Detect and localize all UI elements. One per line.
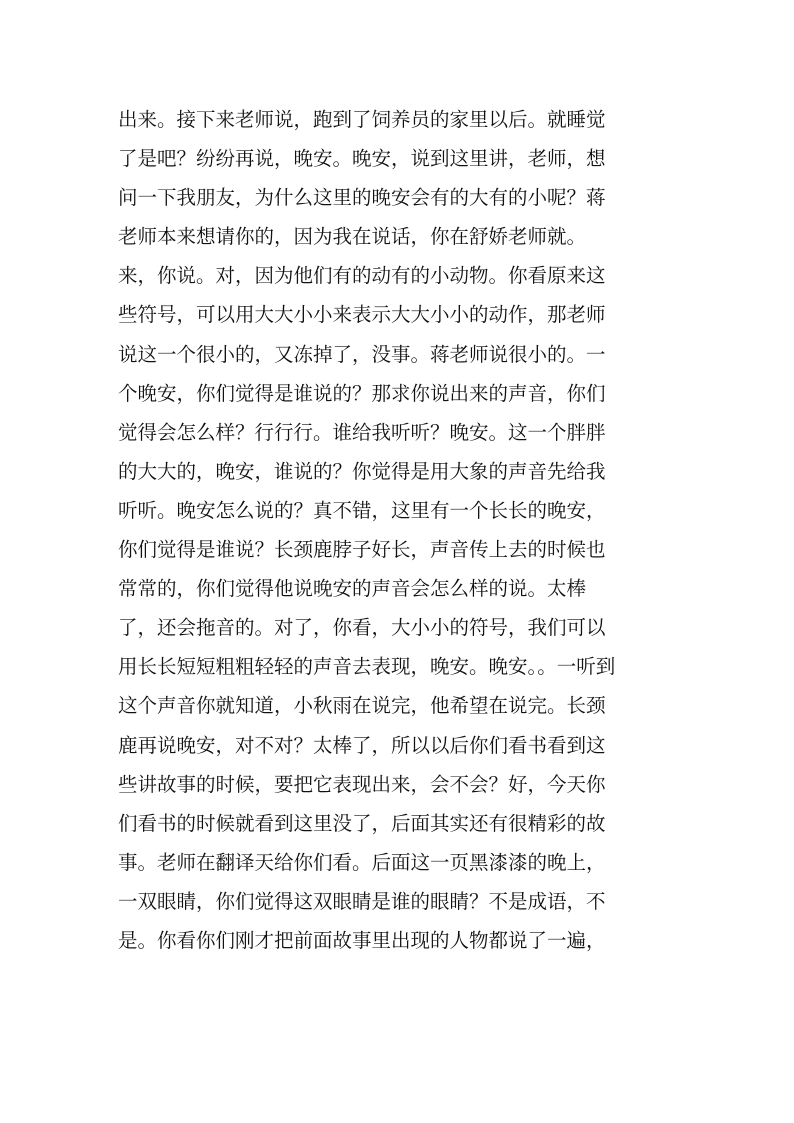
text-line: 一双眼睛，你们觉得这双眼睛是谁的眼睛？不是成语，不 — [118, 889, 606, 913]
text-line: 事。老师在翻译天给你们看。后面这一页黑漆漆的晚上， — [118, 850, 606, 874]
text-line: 是。你看你们刚才把前面故事里出现的人物都说了一遍， — [118, 928, 606, 952]
text-line: 了，还会拖音的。对了，你看，大小小的符号，我们可以 — [118, 616, 606, 640]
text-line: 了是吧？纷纷再说，晚安。晚安，说到这里讲，老师，想 — [118, 147, 606, 171]
text-line: 觉得会怎么样？行行行。谁给我听听？晚安。这一个胖胖 — [118, 420, 606, 444]
text-line: 用长长短短粗粗轻轻的声音去表现，晚安。晚安。。一听到 — [118, 655, 616, 679]
text-line: 问一下我朋友，为什么这里的晚安会有的大有的小呢？蒋 — [118, 186, 606, 210]
text-line: 这个声音你就知道，小秋雨在说完，他希望在说完。长颈 — [118, 694, 606, 718]
body-text — [118, 100, 678, 960]
text-line: 听听。晚安怎么说的？真不错，这里有一个长长的晚安， — [118, 498, 606, 522]
text-line: 些符号，可以用大大小小来表示大大小小的动作，那老师 — [118, 303, 606, 327]
text-line: 常常的，你们觉得他说晚安的声音会怎么样的说。太棒 — [118, 577, 587, 601]
text-line: 们看书的时候就看到这里没了，后面其实还有很精彩的故 — [118, 811, 606, 835]
text-line: 出来。接下来老师说，跑到了饲养员的家里以后。就睡觉 — [118, 108, 606, 131]
text-line: 老师本来想请你的，因为我在说话，你在舒娇老师就。 — [118, 225, 587, 249]
text-line: 你们觉得是谁说？长颈鹿脖子好长，声音传上去的时候也 — [118, 538, 606, 562]
text-line: 说这一个很小的，又冻掉了，没事。蒋老师说很小的。一 — [118, 342, 606, 366]
text-line: 的大大的，晚安，谁说的？你觉得是用大象的声音先给我 — [118, 459, 606, 483]
text-line: 鹿再说晚安，对不对？太棒了，所以以后你们看书看到这 — [118, 733, 606, 757]
text-line: 来，你说。对，因为他们有的动有的小动物。你看原来这 — [118, 264, 606, 288]
text-line: 个晚安，你们觉得是谁说的？那求你说出来的声音，你们 — [118, 381, 606, 405]
text-line: 些讲故事的时候，要把它表现出来，会不会？好，今天你 — [118, 772, 606, 796]
